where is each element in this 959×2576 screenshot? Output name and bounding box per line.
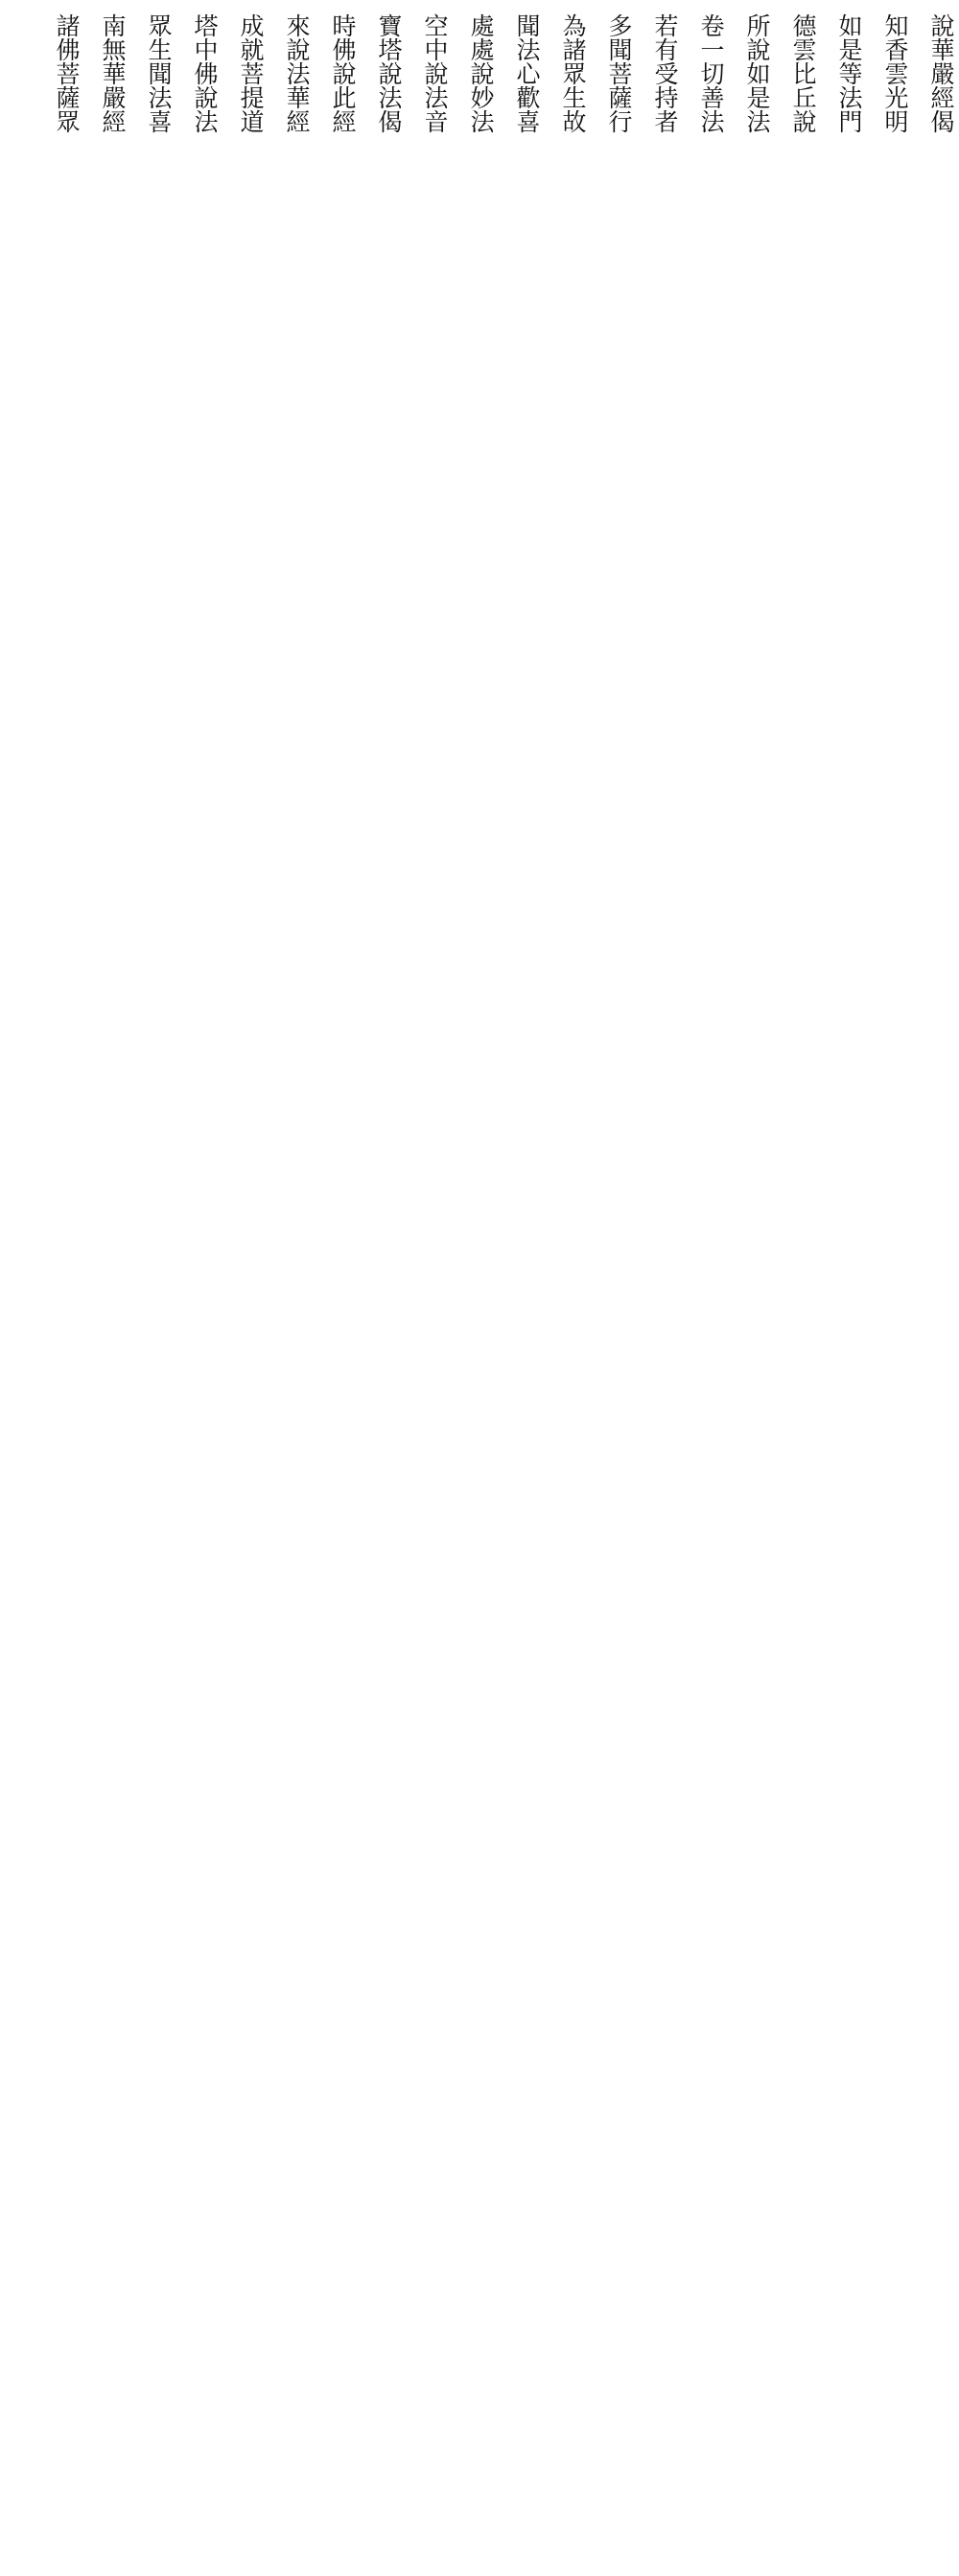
text-column: 來說法華經: [283, 13, 311, 133]
text-column: 如是等法門: [835, 13, 863, 133]
text-column: 諸佛菩薩眾: [53, 13, 81, 133]
text-column: 知香雲光明: [881, 13, 909, 133]
text-column: 空中說法音: [421, 13, 449, 133]
text-column: 處處說妙法: [467, 13, 495, 133]
text-column: 聞法心歡喜: [513, 13, 541, 133]
text-column: 所說如是法: [743, 13, 771, 133]
text-column: 塔中佛說法: [191, 13, 219, 133]
text-column: 寶塔說法偈: [375, 13, 403, 133]
text-column: 若有受持者: [651, 13, 679, 133]
text-column: 德雲比丘說: [789, 13, 817, 133]
text-column: 多聞菩薩行: [605, 13, 633, 133]
text-column: 說華嚴經偈: [927, 13, 955, 133]
text-column: 南無華嚴經: [99, 13, 127, 133]
text-column: 為諸眾生故: [559, 13, 587, 133]
text-column: 成就菩提道: [237, 13, 265, 133]
text-column: 眾生聞法喜: [145, 13, 173, 133]
text-column: 時佛說此經: [329, 13, 357, 133]
text-column: 卷一切善法: [697, 13, 725, 133]
